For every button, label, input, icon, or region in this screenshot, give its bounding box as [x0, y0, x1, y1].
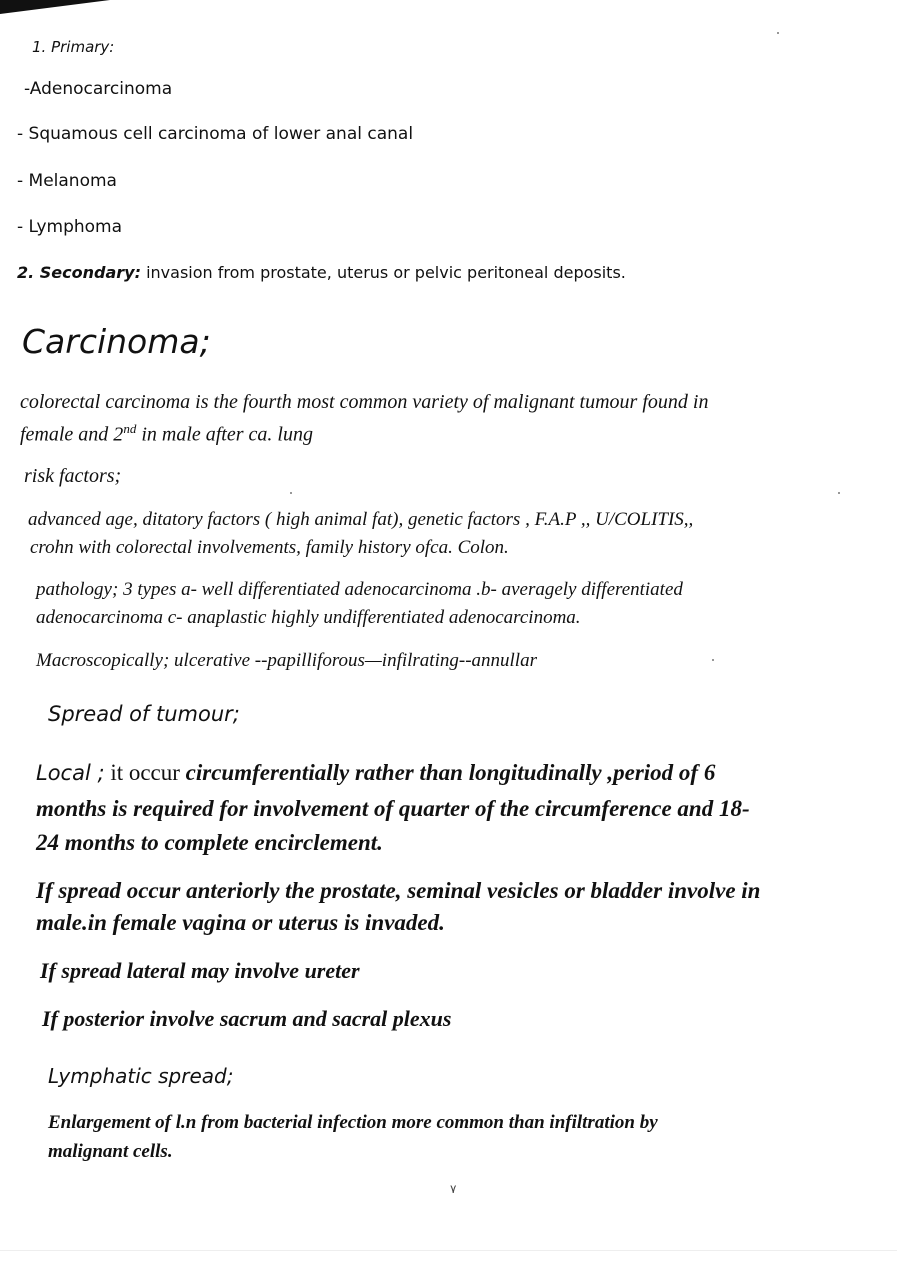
pathology-line: pathology; 3 types a- well differentiated adenocarcinoma .b- averagely differentiated: [36, 579, 683, 600]
scan-bottom-edge: [0, 1250, 897, 1251]
risk-heading: risk factors;: [24, 465, 122, 487]
intro-term: colorectal carcinoma: [20, 391, 191, 413]
anterior-spread-line: If spread occur anteriorly the prostate, seminal vesicles or bladder involve in: [36, 878, 761, 903]
primary-item: - Squamous cell carcinoma of lower anal canal: [17, 124, 414, 144]
lymphatic-line: malignant cells.: [48, 1141, 173, 1162]
local-spread-line: months is required for involvement of quarter of the circumference and 18-: [36, 796, 750, 821]
lateral-spread-line: If spread lateral may involve ureter: [40, 958, 360, 983]
primary-item: - Melanoma: [17, 171, 117, 191]
local-text: circumferentially rather than longitudinally ,period of 6: [185, 760, 716, 785]
page-number: ٧: [450, 1182, 457, 1196]
carcinoma-intro-line: [20, 421, 313, 447]
scan-speck: [712, 659, 714, 661]
intro-text: in male after ca. lung: [136, 423, 313, 446]
scan-speck: [290, 492, 292, 494]
carcinoma-title: Carcinoma;: [22, 322, 211, 361]
intro-text: female and 2: [20, 423, 124, 446]
scan-speck: [838, 492, 840, 494]
risk-line: advanced age, ditatory factors ( high animal fat), genetic factors , F.A.P ,, U/COLITIS,,: [28, 509, 694, 530]
anterior-spread-line: male.in female vagina or uterus is invaded.: [36, 910, 445, 935]
local-text: it occur: [104, 760, 186, 785]
local-spread-line: [36, 760, 715, 786]
lymphatic-line: Enlargement of l.n from bacterial infection more common than infiltration by: [48, 1112, 658, 1133]
secondary-text: invasion from prostate, uterus or pelvic peritoneal deposits.: [141, 263, 626, 282]
risk-line: crohn with colorectal involvements, family history ofca. Colon.: [30, 537, 509, 558]
intro-text: is the fourth most common variety of malignant tumour found in: [190, 391, 709, 413]
secondary-label: 2. Secondary:: [17, 263, 141, 282]
scan-edge-mark: [0, 0, 110, 14]
primary-heading: 1. Primary:: [32, 38, 115, 56]
local-label: Local ;: [36, 761, 105, 785]
local-spread-line: 24 months to complete encirclement.: [36, 830, 383, 855]
intro-superscript: nd: [123, 421, 137, 436]
lymphatic-heading: Lymphatic spread;: [48, 1064, 234, 1088]
posterior-spread-line: If posterior involve sacrum and sacral plexus: [42, 1006, 452, 1031]
pathology-line: adenocarcinoma c- anaplastic highly undifferentiated adenocarcinoma.: [36, 607, 581, 628]
carcinoma-intro-line: [20, 391, 708, 414]
secondary-line: [17, 263, 626, 282]
primary-item: -Adenocarcinoma: [24, 79, 173, 99]
scan-speck: [777, 32, 779, 34]
macroscopic-line: Macroscopically; ulcerative --papilliforous—infilrating--annullar: [36, 650, 537, 671]
primary-item: - Lymphoma: [17, 217, 123, 237]
spread-heading: Spread of tumour;: [48, 702, 240, 726]
